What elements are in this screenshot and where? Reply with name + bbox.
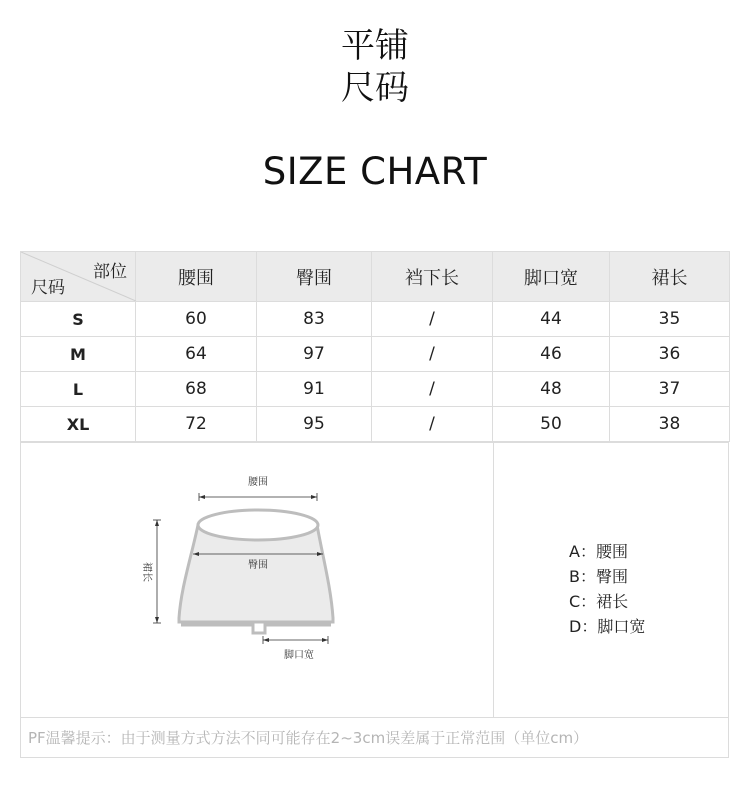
skirt-measurement-diagram (131, 468, 371, 668)
legend-item: B：臀围 (569, 567, 628, 586)
legend-item: D：脚口宽 (569, 617, 646, 636)
table-cell: 64 (136, 337, 257, 372)
table-corner-cell (21, 252, 136, 302)
table-row (21, 372, 730, 407)
corner-label-size: 尺码 (31, 278, 65, 298)
table-cell: 83 (257, 302, 372, 337)
table-cell: 48 (493, 372, 610, 407)
table-cell: 50 (493, 407, 610, 442)
table-row (21, 407, 730, 442)
size-cell: XL (21, 407, 136, 442)
table-cell: 35 (610, 302, 730, 337)
title-en: SIZE CHART (262, 150, 488, 193)
table-cell: 68 (136, 372, 257, 407)
size-cell: L (21, 372, 136, 407)
table-cell: 44 (493, 302, 610, 337)
size-cell: S (21, 302, 136, 337)
table-row (21, 302, 730, 337)
table-cell: / (372, 407, 493, 442)
corner-label-part: 部位 (93, 262, 127, 282)
panel-divider-horizontal (21, 717, 728, 718)
legend-item: A：腰围 (569, 542, 628, 561)
hip-label: 臀围 (248, 560, 268, 571)
measurement-note: PF温馨提示：由于测量方式方法不同可能存在2~3cm误差属于正常范围（单位cm） (28, 729, 589, 747)
table-cell: / (372, 372, 493, 407)
table-cell: 38 (610, 407, 730, 442)
table-header-row (21, 252, 730, 302)
header-hip: 臀围 (257, 252, 372, 302)
waist-label: 腰围 (248, 477, 268, 488)
measurement-legend (569, 539, 645, 639)
title-cn-line1: 平铺 (341, 26, 409, 66)
table-cell: 91 (257, 372, 372, 407)
table-cell: 72 (136, 407, 257, 442)
table-cell: / (372, 337, 493, 372)
header-inseam: 裆下长 (372, 252, 493, 302)
size-table (20, 251, 730, 442)
table-cell: 60 (136, 302, 257, 337)
table-cell: 97 (257, 337, 372, 372)
header-waist: 腰围 (136, 252, 257, 302)
table-cell: 95 (257, 407, 372, 442)
table-row (21, 337, 730, 372)
legend-item: C：裙长 (569, 592, 629, 611)
length-label: 裙长 (141, 562, 152, 582)
size-cell: M (21, 337, 136, 372)
panel-divider-vertical (493, 443, 494, 717)
waistband-ellipse (198, 510, 318, 540)
title-cn-line2: 尺码 (341, 68, 409, 108)
header-hem-width: 脚口宽 (493, 252, 610, 302)
table-cell: / (372, 302, 493, 337)
table-cell: 37 (610, 372, 730, 407)
diagram-panel (20, 442, 729, 758)
table-cell: 46 (493, 337, 610, 372)
header-skirt-length: 裙长 (610, 252, 730, 302)
table-cell: 36 (610, 337, 730, 372)
hem-label: 脚口宽 (284, 650, 314, 661)
